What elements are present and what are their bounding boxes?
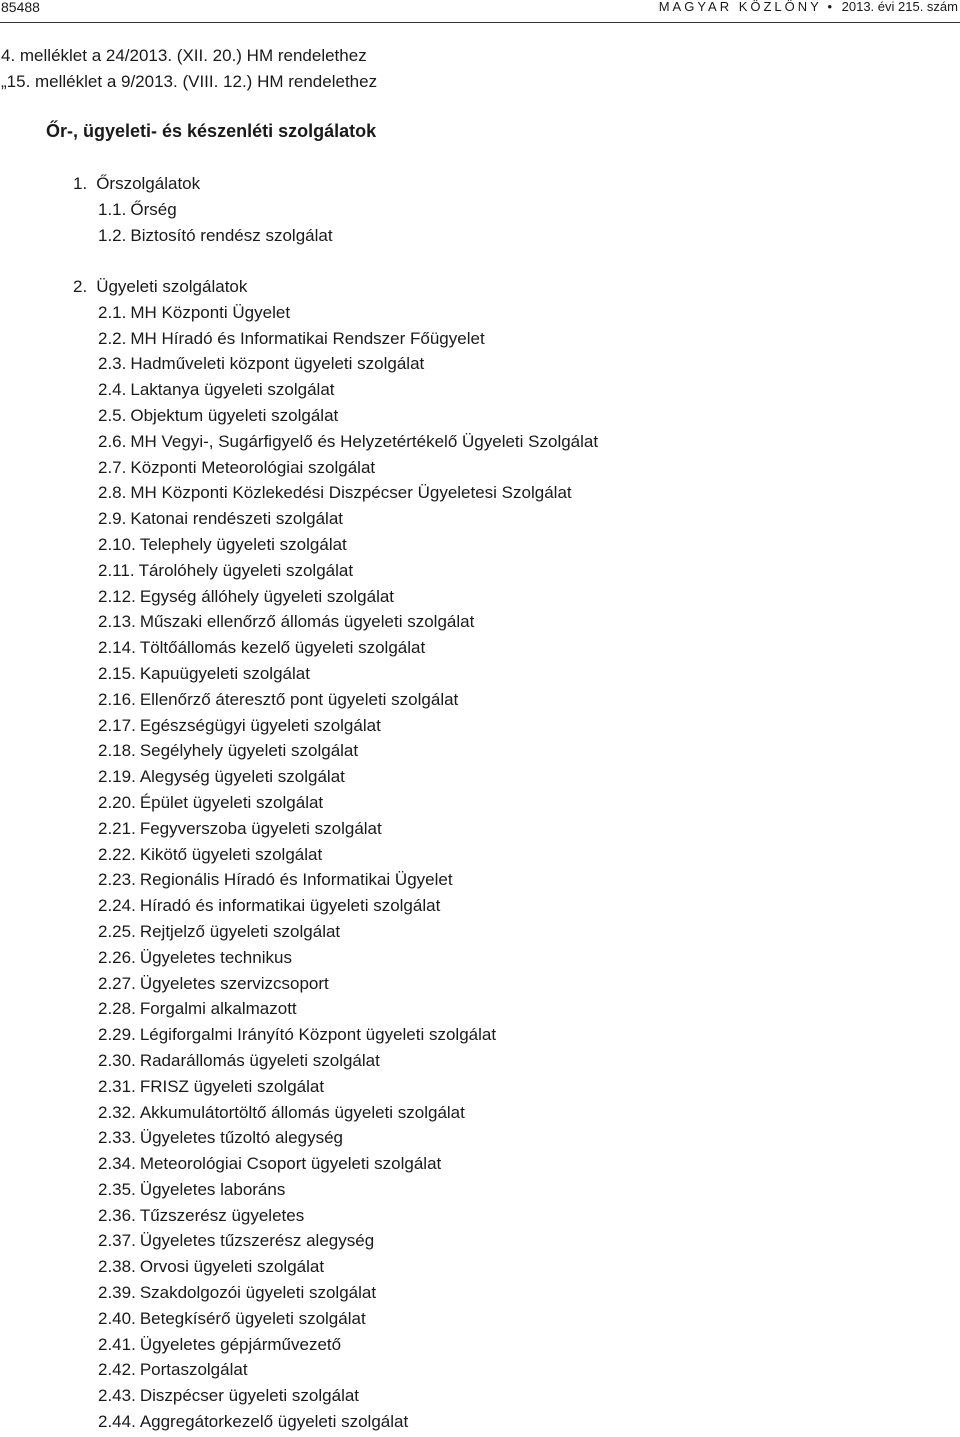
header-separator: • [827, 0, 833, 14]
list-item [73, 1050, 598, 1076]
item-number: 2.23. [98, 870, 136, 890]
list-item [73, 560, 598, 586]
item-label: Ügyeletes technikus [139, 947, 292, 967]
list-item [73, 1102, 598, 1128]
item-number: 2.13. [98, 612, 136, 632]
item-label: Ellenőrző áteresztő pont ügyeleti szolgálat [139, 689, 459, 709]
item-number: 2.14. [98, 638, 136, 658]
running-header [659, 0, 958, 16]
list-item [73, 1385, 598, 1411]
list-item [73, 302, 598, 328]
item-number: 2.10. [98, 534, 136, 554]
item-number: 2.27. [98, 973, 136, 993]
item-number: 2.31. [98, 1076, 136, 1096]
list-item [73, 1205, 598, 1231]
list-item [73, 921, 598, 947]
list-item [73, 869, 598, 895]
item-label: Műszaki ellenőrző állomás ügyeleti szolgálat [139, 612, 475, 632]
item-label: Biztosító rendész szolgálat [130, 225, 333, 245]
list-item [73, 611, 598, 637]
item-label: Őrség [130, 199, 177, 219]
item-number: 2.28. [98, 999, 136, 1019]
item-label: Ügyeletes szervizcsoport [139, 973, 329, 993]
item-label: Diszpécser ügyeleti szolgálat [139, 1386, 360, 1406]
item-number: 2.7. [98, 457, 127, 477]
item-number: 2.20. [98, 792, 136, 812]
list-item [73, 1411, 598, 1437]
item-number: 2.39. [98, 1283, 136, 1303]
item-number: 2.25. [98, 921, 136, 941]
list-item [73, 457, 598, 483]
list-item [73, 508, 598, 534]
list-item [73, 328, 598, 354]
item-number: 2.32. [98, 1102, 136, 1122]
section-heading [73, 276, 598, 302]
item-label: Objektum ügyeleti szolgálat [130, 405, 339, 425]
item-number: 2.41. [98, 1334, 136, 1354]
item-number: 2.44. [98, 1412, 136, 1432]
item-number: 2.4. [98, 380, 127, 400]
list-item [73, 586, 598, 612]
item-number: 1.2. [98, 225, 127, 245]
item-number: 2.34. [98, 1154, 136, 1174]
item-label: Tárolóhely ügyeleti szolgálat [138, 560, 354, 580]
item-label: Segélyhely ügyeleti szolgálat [139, 741, 359, 761]
list-item [73, 1076, 598, 1102]
item-label: Hadműveleti központ ügyeleti szolgálat [130, 354, 425, 374]
list-item [73, 740, 598, 766]
item-label: Laktanya ügyeleti szolgálat [130, 380, 335, 400]
list-item [73, 1256, 598, 1282]
list-item [73, 1282, 598, 1308]
list-item [73, 818, 598, 844]
item-label: Ügyeletes laboráns [139, 1179, 286, 1199]
section-label: Őrszolgálatok [96, 174, 201, 193]
item-label: Orvosi ügyeleti szolgálat [139, 1257, 325, 1277]
list-item [73, 431, 598, 457]
item-number: 1.1. [98, 199, 127, 219]
list-item [73, 379, 598, 405]
item-number: 2.12. [98, 586, 136, 606]
section-list [73, 276, 598, 1437]
item-number: 2.19. [98, 767, 136, 787]
list-item [73, 663, 598, 689]
item-number: 2.18. [98, 741, 136, 761]
item-number: 2.33. [98, 1128, 136, 1148]
list-item [73, 844, 598, 870]
list-item [73, 199, 333, 225]
item-number: 2.42. [98, 1360, 136, 1380]
item-label: Töltőállomás kezelő ügyeleti szolgálat [139, 638, 426, 658]
list-item [73, 1359, 598, 1385]
item-label: Fegyverszoba ügyeleti szolgálat [139, 818, 382, 838]
list-item [73, 998, 598, 1024]
item-number: 2.6. [98, 431, 127, 451]
item-label: MH Központi Ügyelet [130, 302, 291, 322]
item-label: Rejtjelző ügyeleti szolgálat [139, 921, 341, 941]
item-label: Egészségügyi ügyeleti szolgálat [139, 715, 381, 735]
item-number: 2.1. [98, 302, 127, 322]
item-label: Forgalmi alkalmazott [139, 999, 297, 1019]
issue-label: 2013. évi 215. szám [841, 0, 958, 14]
item-label: Kikötő ügyeleti szolgálat [139, 844, 323, 864]
item-label: Betegkísérő ügyeleti szolgálat [139, 1308, 366, 1328]
item-label: Központi Meteorológiai szolgálat [130, 457, 376, 477]
list-item [73, 405, 598, 431]
item-label: Kapuügyeleti szolgálat [139, 663, 310, 683]
item-number: 2.35. [98, 1179, 136, 1199]
item-label: Regionális Híradó és Informatikai Ügyelet [139, 870, 453, 890]
item-label: Ügyeletes tűzoltó alegység [139, 1128, 343, 1148]
annex-reference: 4. melléklet a 24/2013. (XII. 20.) HM rendelethez [1, 46, 367, 65]
list-item [73, 1230, 598, 1256]
list-item [73, 1024, 598, 1050]
item-number: 2.29. [98, 1025, 136, 1045]
list-item [73, 1179, 598, 1205]
item-number: 2.26. [98, 947, 136, 967]
section-number: 1. [73, 174, 88, 193]
list-item [73, 689, 598, 715]
item-label: MH Híradó és Informatikai Rendszer Főügyelet [130, 328, 485, 348]
item-number: 2.5. [98, 405, 127, 425]
item-number: 2.11. [98, 560, 135, 580]
section-label: Ügyeleti szolgálatok [96, 277, 248, 296]
item-label: Tűzszerész ügyeletes [139, 1205, 305, 1225]
item-label: Aggregátorkezelő ügyeleti szolgálat [139, 1412, 409, 1432]
item-label: Híradó és informatikai ügyeleti szolgálat [139, 896, 441, 916]
item-label: Alegység ügyeleti szolgálat [139, 767, 345, 787]
item-label: Telephely ügyeleti szolgálat [139, 534, 347, 554]
journal-name: MAGYAR KÖZLÖNY [658, 0, 822, 14]
item-number: 2.16. [98, 689, 136, 709]
section-list [73, 173, 333, 250]
item-number: 2.22. [98, 844, 136, 864]
list-item [73, 1308, 598, 1334]
list-item [73, 1153, 598, 1179]
item-number: 2.21. [98, 818, 136, 838]
item-label: Katonai rendészeti szolgálat [130, 509, 343, 529]
list-item [73, 482, 598, 508]
item-number: 2.43. [98, 1386, 136, 1406]
item-label: Légiforgalmi Irányító Központ ügyeleti szolgálat [139, 1025, 497, 1045]
item-label: Egység állóhely ügyeleti szolgálat [139, 586, 395, 606]
item-label: Meteorológiai Csoport ügyeleti szolgálat [139, 1154, 442, 1174]
document-title: Őr-, ügyeleti- és készenléti szolgálatok [46, 121, 377, 141]
annex-reference-amended: „15. melléklet a 9/2013. (VIII. 12.) HM rendelethez [1, 72, 378, 91]
section-number: 2. [73, 277, 88, 296]
item-number: 2.40. [98, 1308, 136, 1328]
item-number: 2.8. [98, 483, 127, 503]
item-number: 2.24. [98, 896, 136, 916]
list-item [73, 715, 598, 741]
item-label: Szakdolgozói ügyeleti szolgálat [139, 1283, 377, 1303]
item-label: Épület ügyeleti szolgálat [139, 792, 324, 812]
item-label: MH Központi Közlekedési Diszpécser Ügyeletesi Szolgálat [130, 483, 572, 503]
item-number: 2.9. [98, 509, 127, 529]
item-label: Ügyeletes tűzszerész alegység [139, 1231, 375, 1251]
item-label: Radarállomás ügyeleti szolgálat [139, 1050, 380, 1070]
item-number: 2.15. [98, 663, 136, 683]
list-item [73, 1334, 598, 1360]
list-item [73, 534, 598, 560]
header-rule [0, 22, 960, 23]
list-item [73, 353, 598, 379]
page-number: 85488 [1, 0, 40, 15]
list-item [73, 1127, 598, 1153]
list-item [73, 973, 598, 999]
section-heading [73, 173, 333, 199]
item-number: 2.36. [98, 1205, 136, 1225]
item-label: Portaszolgálat [139, 1360, 248, 1380]
item-number: 2.17. [98, 715, 136, 735]
list-item [73, 947, 598, 973]
item-number: 2.37. [98, 1231, 136, 1251]
item-number: 2.30. [98, 1050, 136, 1070]
item-label: FRISZ ügyeleti szolgálat [139, 1076, 325, 1096]
item-number: 2.38. [98, 1257, 136, 1277]
list-item [73, 792, 598, 818]
list-item [73, 225, 333, 251]
item-label: MH Vegyi-, Sugárfigyelő és Helyzetértékelő Ügyeleti Szolgálat [130, 431, 599, 451]
item-number: 2.3. [98, 354, 127, 374]
list-item [73, 766, 598, 792]
item-number: 2.2. [98, 328, 127, 348]
list-item [73, 637, 598, 663]
item-label: Akkumulátortöltő állomás ügyeleti szolgálat [139, 1102, 465, 1122]
list-item [73, 895, 598, 921]
item-label: Ügyeletes gépjárművezető [139, 1334, 342, 1354]
